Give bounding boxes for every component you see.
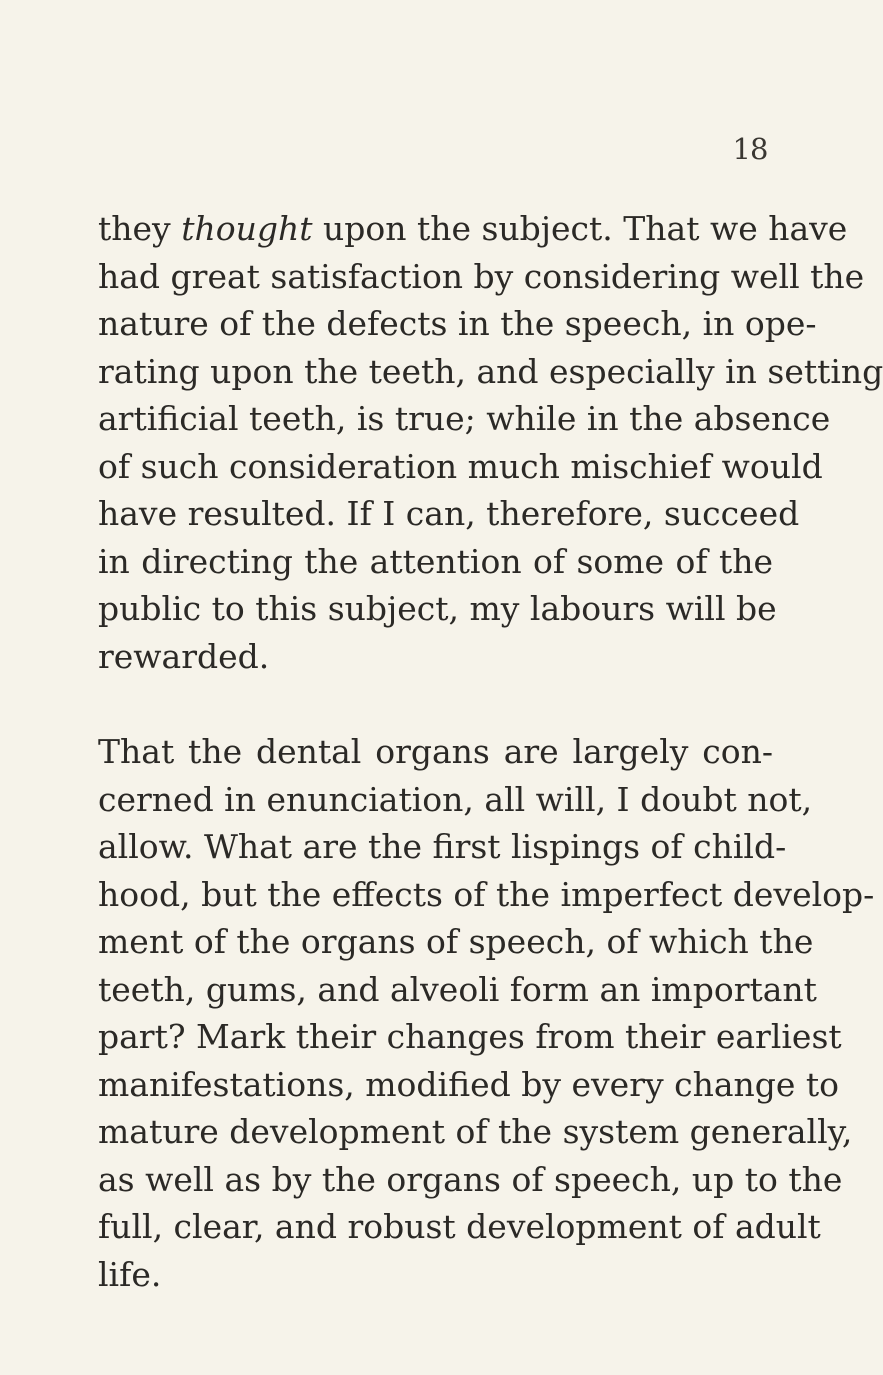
text-line: had great satisfaction by considering well the	[98, 256, 865, 296]
text-line: full, clear, and robust development of adult	[98, 1207, 821, 1246]
text-line: have resulted. If I can, therefore, succeed	[98, 494, 800, 533]
text-line: rating upon the teeth, and especially in setting	[98, 351, 883, 391]
text-line: life.	[98, 1254, 162, 1294]
text-line: manifestations, modified by every change to	[98, 1064, 840, 1104]
text-line: artificial teeth, is true; while in the absence	[98, 399, 831, 438]
paragraph-2	[98, 728, 875, 1298]
text-line	[98, 205, 848, 253]
text-line: That the dental organs are largely con-	[98, 732, 773, 771]
text-line: mature development of the system generally,	[98, 1112, 853, 1151]
text-line: part? Mark their changes from their earliest	[98, 1017, 842, 1056]
text-line: nature of the defects in the speech, in ope-	[98, 304, 817, 343]
text-line: teeth, gums, and alveoli form an important	[98, 969, 817, 1009]
text-line: of such consideration much mischief would	[98, 446, 823, 486]
text-line: public to this subject, my labours will be	[98, 589, 777, 628]
text-line: rewarded.	[98, 636, 270, 676]
text-line: hood, but the effects of the imperfect develop-	[98, 874, 875, 914]
paragraph-gap	[98, 680, 773, 728]
text-line: in directing the attention of some of the	[98, 541, 773, 581]
italic-word: thought	[181, 209, 313, 248]
page-number: 18	[732, 132, 768, 166]
text-line-end: upon the subject. That we have	[312, 209, 848, 248]
text-line: allow. What are the first lispings of child-	[98, 827, 787, 866]
paragraph-1	[98, 205, 883, 680]
text-line: ment of the organs of speech, of which the	[98, 922, 814, 961]
body-text	[98, 205, 883, 1298]
text-line-start: they	[98, 209, 182, 248]
text-line: as well as by the organs of speech, up to the	[98, 1159, 843, 1199]
text-line: cerned in enunciation, all will, I doubt not,	[98, 779, 813, 819]
